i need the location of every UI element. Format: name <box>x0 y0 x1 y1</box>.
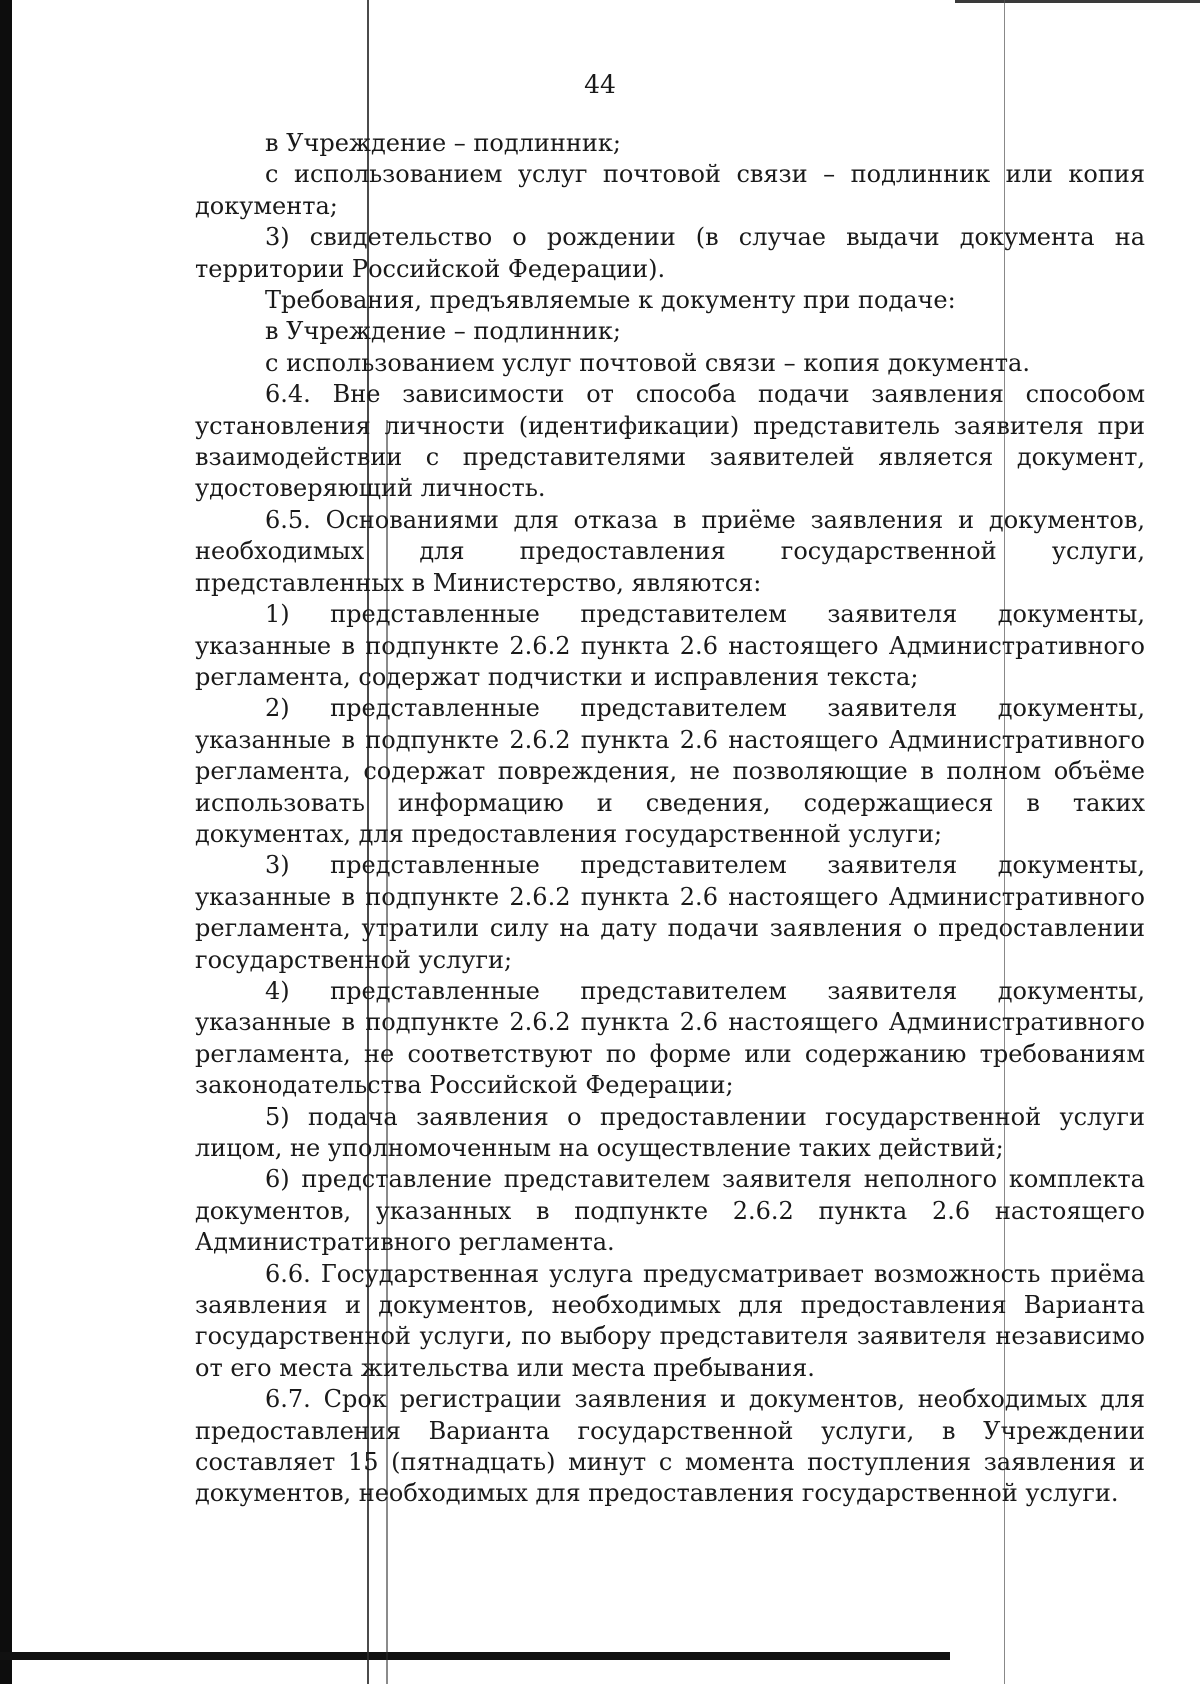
paragraph: с использованием услуг почтовой связи – копия документа. <box>265 348 1030 377</box>
paragraph: Требования, предъявляемые к документу при подаче: <box>265 286 956 315</box>
list-item: 2) представленные представителем заявителя документы, указанные в подпункте 2.6.2 пункта 2.6 настоящего Административного регламента, содержат повреждения, не позволяющие в полном объёме использовать информацию и сведения, содержащиеся в таких документах, для предоставления государственной услуги; <box>195 694 1145 848</box>
list-item: 3) представленные представителем заявителя документы, указанные в подпункте 2.6.2 пункта 2.6 настоящего Административного регламента, утратили силу на дату подачи заявления о предоставлении государственной услуги; <box>195 851 1145 974</box>
paragraph: в Учреждение – подлинник; <box>265 317 621 346</box>
scan-edge-bottom <box>0 1652 950 1660</box>
list-item: 5) подача заявления о предоставлении государственной услуги лицом, не уполномоченным на осуществление таких действий; <box>195 1102 1145 1162</box>
scan-edge-left <box>0 0 12 1684</box>
list-item: 1) представленные представителем заявителя документы, указанные в подпункте 2.6.2 пункта 2.6 настоящего Административного регламента, содержат подчистки и исправления текста; <box>195 600 1145 691</box>
page-number: 44 <box>584 70 616 99</box>
document-body <box>195 128 1145 1510</box>
list-item: 6) представление представителем заявителя неполного комплекта документов, указанных в подпункте 2.6.2 пункта 2.6 настоящего Административного регламента. <box>195 1165 1145 1257</box>
scan-edge-top <box>955 0 1200 3</box>
paragraph: 3) свидетельство о рождении (в случае выдачи документа на территории Российской Федерации). <box>195 223 1145 283</box>
paragraph: с использованием услуг почтовой связи – подлинник или копия документа; <box>195 160 1145 220</box>
paragraph-6-4: 6.4. Вне зависимости от способа подачи заявления способом установления личности (идентификации) представитель заявителя при взаимодействии с представителями заявителей является документ, удостоверяющий личность. <box>195 380 1145 503</box>
paragraph: в Учреждение – подлинник; <box>265 129 621 157</box>
paragraph-6-7: 6.7. Срок регистрации заявления и документов, необходимых для предоставления Варианта государственной услуги, в Учреждении составляет 15 (пятнадцать) минут с момента поступления заявления и документов, необходимых для предоставления государственной услуги. <box>195 1385 1145 1508</box>
list-item: 4) представленные представителем заявителя документы, указанные в подпункте 2.6.2 пункта 2.6 настоящего Административного регламента, не соответствуют по форме или содержанию требованиям законодательства Российской Федерации; <box>195 976 1145 1100</box>
paragraph-6-5: 6.5. Основаниями для отказа в приёме заявления и документов, необходимых для предоставления государственной услуги, представленных в Министерство, являются: <box>195 505 1145 597</box>
paragraph-6-6: 6.6. Государственная услуга предусматривает возможность приёма заявления и документов, необходимых для предоставления Варианта государственной услуги, по выбору представителя заявителя независимо от его места жительства или места пребывания. <box>195 1259 1145 1382</box>
